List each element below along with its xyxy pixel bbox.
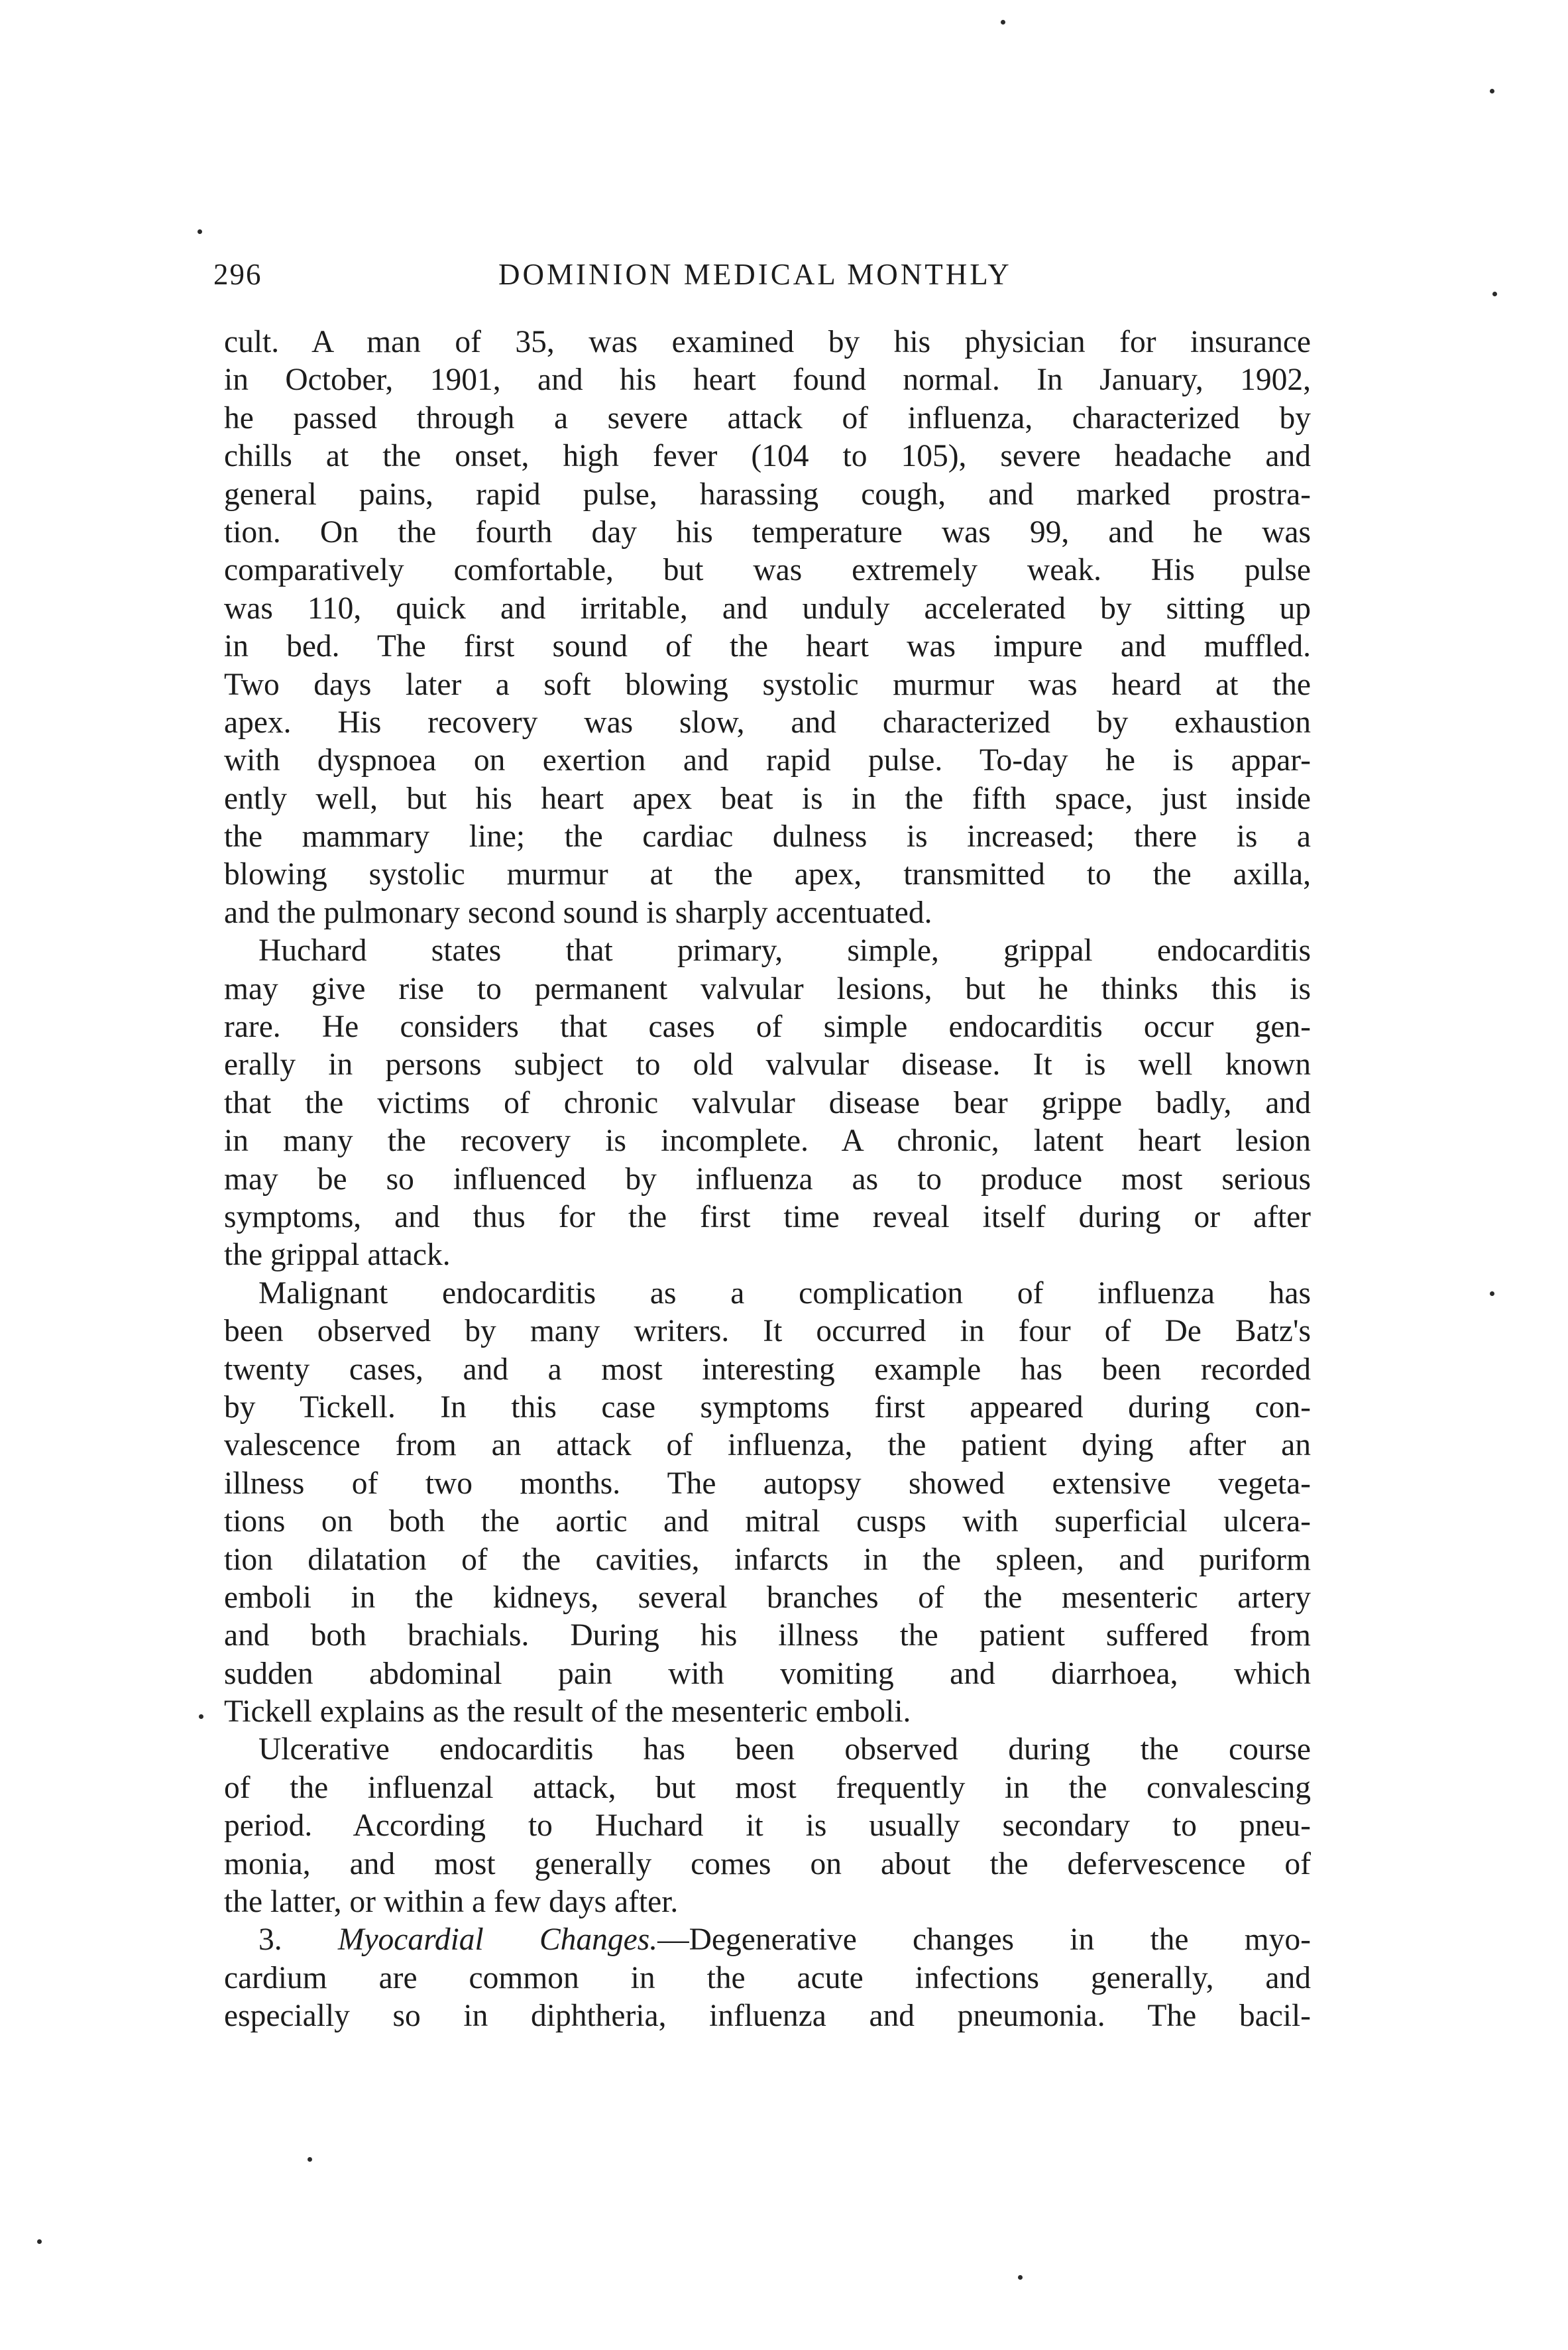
text-line: of the influenzal attack, but most frequently in the convalescing xyxy=(224,1770,1311,1805)
scan-speck xyxy=(1492,292,1497,296)
section-heading-line xyxy=(224,1921,1311,1959)
text-line: was 110, quick and irritable, and unduly accelerated by sitting up xyxy=(224,591,1311,626)
scan-speck xyxy=(1018,2275,1023,2280)
text-line: by Tickell. In this case symptoms first appeared during con- xyxy=(224,1389,1311,1425)
text-line: that the victims of chronic valvular disease bear grippe badly, and xyxy=(224,1085,1311,1120)
text-line: cult. A man of 35, was examined by his physician for insurance xyxy=(224,325,1311,359)
scan-speck xyxy=(1001,20,1005,25)
text-line: symptoms, and thus for the first time reveal itself during or after xyxy=(224,1199,1311,1234)
text-line: may give rise to permanent valvular lesions, but he thinks this is xyxy=(224,971,1311,1006)
text-line: he passed through a severe attack of influenza, characterized by xyxy=(224,400,1311,436)
text-line: Huchard states that primary, simple, grippal endocarditis xyxy=(258,933,1311,969)
scan-speck xyxy=(1490,89,1494,93)
text-line: erally in persons subject to old valvular disease. It is well known xyxy=(224,1047,1311,1083)
text-line: with dyspnoea on exertion and rapid pulse. To-day he is appar- xyxy=(224,743,1311,778)
text-line: in bed. The first sound of the heart was impure and muffled. xyxy=(224,629,1311,664)
section-number: 3. xyxy=(258,1922,282,1958)
text-line: cardium are common in the acute infections generally, and xyxy=(224,1960,1311,1995)
text-line: tions on both the aortic and mitral cusps with superficial ulcera- xyxy=(224,1504,1311,1539)
text-line: apex. His recovery was slow, and characterized by exhaustion xyxy=(224,705,1311,740)
text-line: may be so influenced by influenza as to produce most serious xyxy=(224,1161,1311,1197)
text-line: tion. On the fourth day his temperature was 99, and he was xyxy=(224,514,1311,550)
text-line: twenty cases, and a most interesting example has been recorded xyxy=(224,1352,1311,1387)
section-first-line-text: —Degenerative changes in the myo- xyxy=(657,1922,1312,1958)
page-header xyxy=(213,257,1393,304)
scan-speck xyxy=(37,2239,42,2244)
body-text xyxy=(224,323,1311,2036)
text-line: chills at the onset, high fever (104 to 105), severe headache and xyxy=(224,439,1311,474)
scan-speck xyxy=(197,229,202,234)
section-title: Myocardial Changes. xyxy=(337,1922,658,1958)
text-line: in many the recovery is incomplete. A chronic, latent heart lesion xyxy=(224,1124,1311,1159)
text-line: Two days later a soft blowing systolic murmur was heard at the xyxy=(224,667,1311,702)
text-line: especially so in diphtheria, influenza and pneumonia. The bacil- xyxy=(224,1999,1311,2034)
text-line: in October, 1901, and his heart found normal. In January, 1902, xyxy=(224,363,1311,398)
running-head: DOMINION MEDICAL MONTHLY xyxy=(498,258,1012,291)
text-line: monia, and most generally comes on about the defervescence of xyxy=(224,1846,1311,1881)
text-line: sudden abdominal pain with vomiting and diarrhoea, which xyxy=(224,1656,1311,1691)
scan-speck xyxy=(308,2157,312,2162)
text-line: ently well, but his heart apex beat is in the fifth space, just inside xyxy=(224,781,1311,816)
text-line: emboli in the kidneys, several branches of the mesenteric artery xyxy=(224,1580,1311,1615)
text-line: tion dilatation of the cavities, infarcts in the spleen, and puriform xyxy=(224,1542,1311,1577)
text-line: illness of two months. The autopsy showed extensive vegeta- xyxy=(224,1466,1311,1501)
text-line: been observed by many writers. It occurred in four of De Batz's xyxy=(224,1314,1311,1349)
text-line: the grippal attack. xyxy=(224,1238,451,1273)
text-line: and both brachials. During his illness the patient suffered from xyxy=(224,1618,1311,1653)
text-line: valescence from an attack of influenza, the patient dying after an xyxy=(224,1428,1311,1463)
text-line: the mammary line; the cardiac dulness is increased; there is a xyxy=(224,819,1311,854)
text-line: Tickell explains as the result of the mesenteric emboli. xyxy=(224,1694,911,1730)
text-line: Malignant endocarditis as a complication of influenza has xyxy=(258,1275,1311,1311)
page-number: 296 xyxy=(213,258,262,291)
text-line: period. According to Huchard it is usually secondary to pneu- xyxy=(224,1808,1311,1844)
text-line: Ulcerative endocarditis has been observed during the course xyxy=(258,1732,1311,1767)
text-line: general pains, rapid pulse, harassing cough, and marked prostra- xyxy=(224,477,1311,512)
text-line: blowing systolic murmur at the apex, transmitted to the axilla, xyxy=(224,857,1311,892)
scan-speck xyxy=(1490,1291,1494,1296)
text-line: comparatively comfortable, but was extremely weak. His pulse xyxy=(224,553,1311,588)
text-line: and the pulmonary second sound is sharply accentuated. xyxy=(224,895,932,930)
text-line: the latter, or within a few days after. xyxy=(224,1885,679,1920)
scan-speck xyxy=(199,1714,203,1719)
text-line: rare. He considers that cases of simple endocarditis occur gen- xyxy=(224,1010,1311,1045)
